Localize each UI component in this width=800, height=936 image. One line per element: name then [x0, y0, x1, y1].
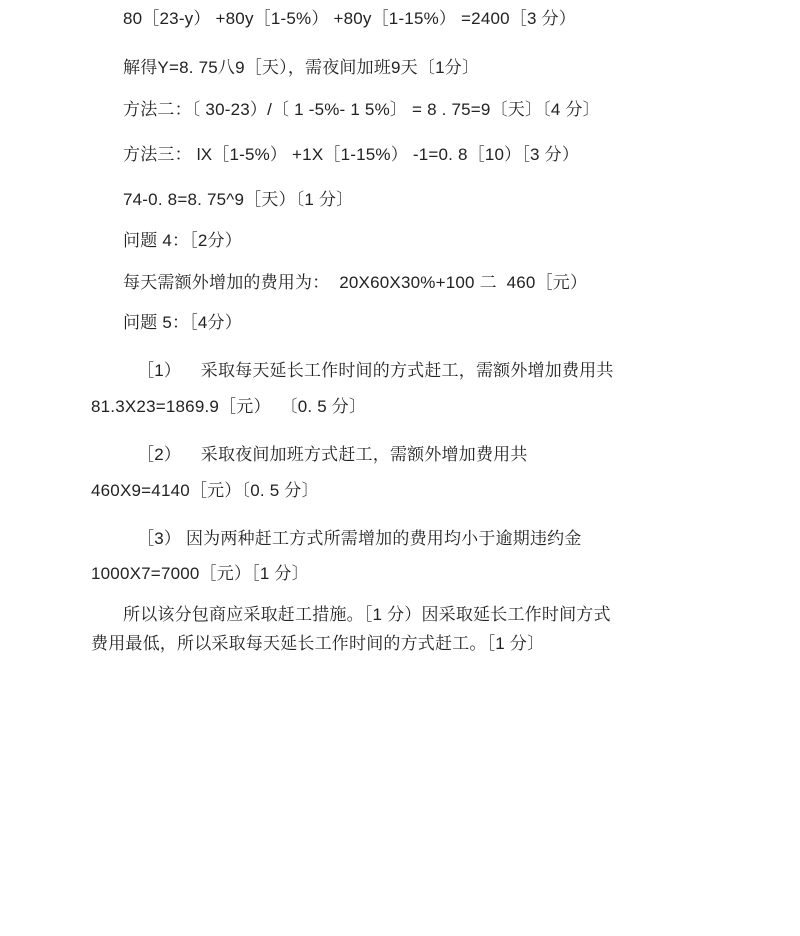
- equation-method-1: 80［23-y） +80y［1-5%） +80y［1-15%） =2400［3 分）: [123, 9, 576, 28]
- item-1-calculation: 81.3X23=1869.9［元） 〔0. 5 分〕: [91, 397, 367, 416]
- item-1-label: ［1） 采取每天延长工作时间的方式赶工，需额外增加费用共: [137, 361, 614, 380]
- solution-y: 解得Y=8. 75八9［天），需夜间加班9天〔1分〕: [123, 58, 480, 77]
- question-4-body: 每天需额外增加的费用为： 20X60X30%+100 二 460［元）: [123, 273, 588, 292]
- item-3-label: ［3） 因为两种赶工方式所需增加的费用均小于逾期违约金: [137, 529, 582, 548]
- question-5-heading: 问题 5：［4分）: [123, 313, 242, 332]
- method-3: 方法三： lX［1-5%） +1X［1-15%） -1=0. 8［10）［3 分）: [123, 145, 580, 164]
- item-2-calculation: 460X9=4140［元）〔0. 5 分〕: [91, 481, 319, 500]
- conclusion-line-1: 所以该分包商应采取赶工措施。［1 分）因采取延长工作时间方式: [123, 605, 611, 624]
- method-2: 方法二：〔 30-23）/〔 1 -5%- 1 5%〕 = 8 . 75=9〔天〕〔4 分〕: [123, 100, 600, 119]
- conclusion-line-2: 费用最低，所以采取每天延长工作时间的方式赶工。［1 分〕: [91, 634, 545, 653]
- question-4-heading: 问题 4：［2分）: [123, 231, 242, 250]
- item-3-calculation: 1000X7=7000［元）［1 分〕: [91, 564, 309, 583]
- item-2-label: ［2） 采取夜间加班方式赶工，需额外增加费用共: [137, 445, 528, 464]
- method-3-result: 74-0. 8=8. 75^9［天）〔1 分〕: [123, 190, 354, 209]
